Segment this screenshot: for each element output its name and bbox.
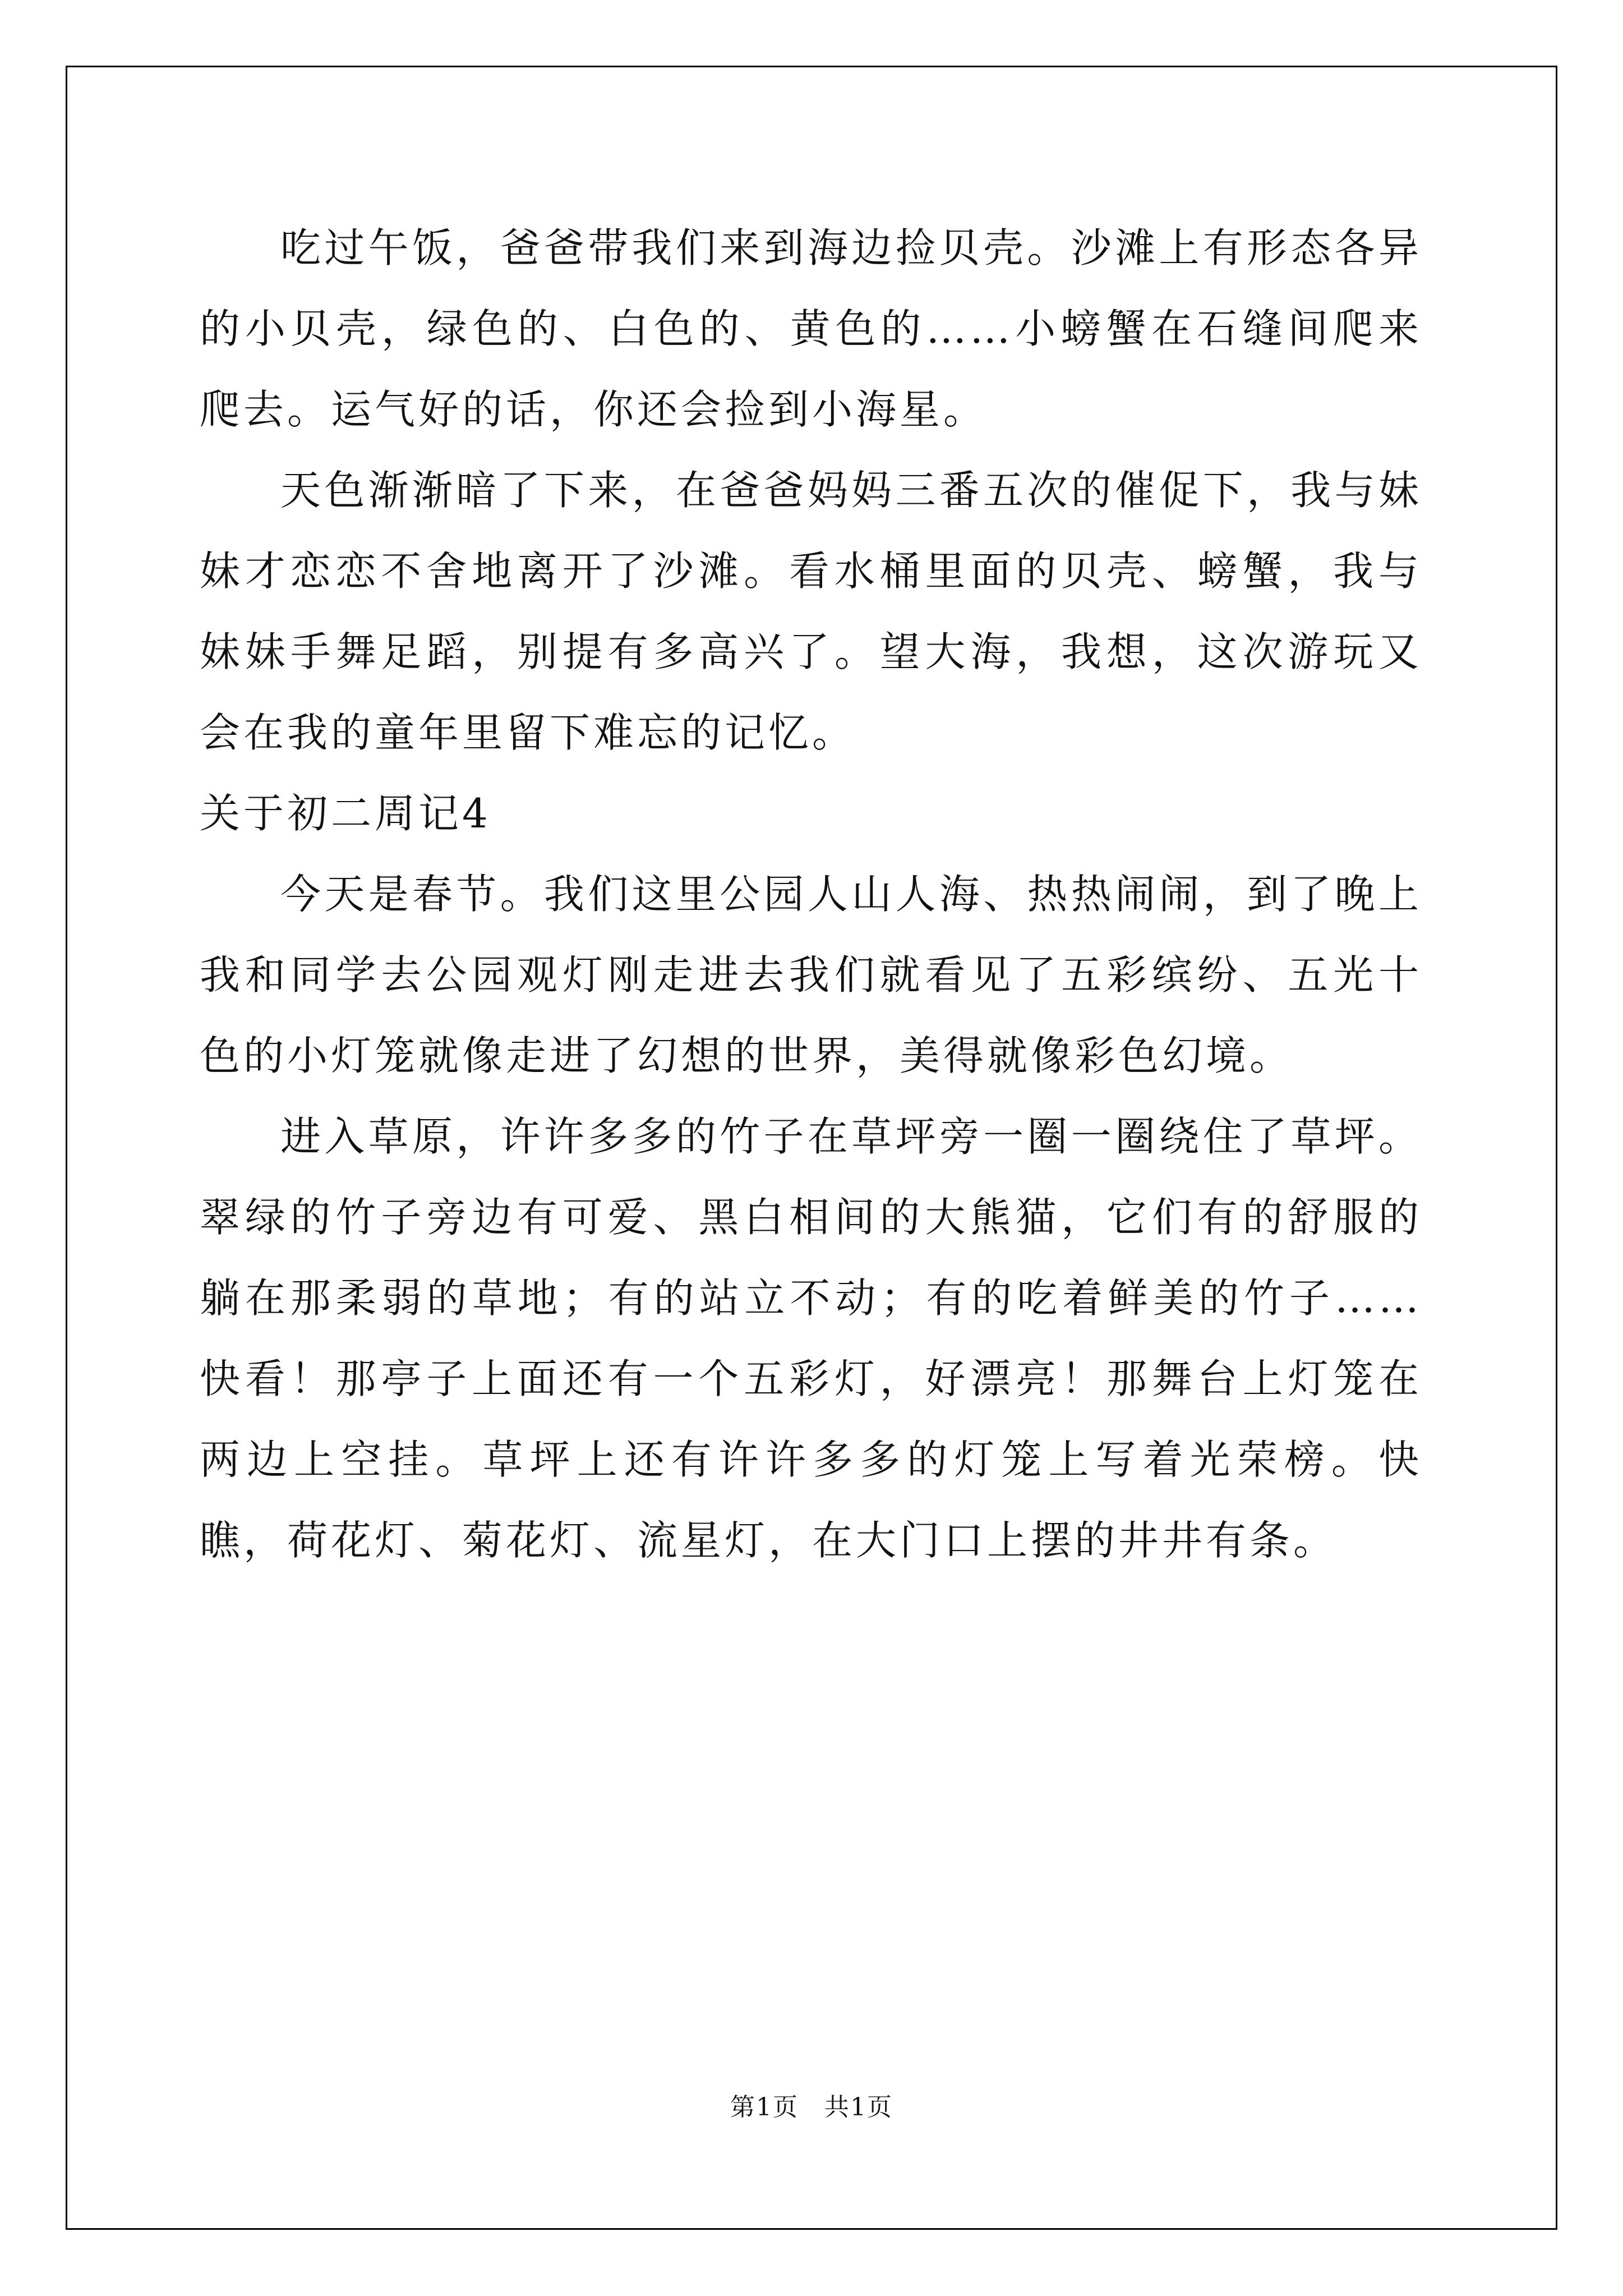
section-heading: 关于初二周记4 [200, 790, 491, 837]
page-number: 第1页 共1页 [730, 2093, 893, 2122]
paragraph-spring-festival: 今天是春节。我们这里公园人山人海、热热闹闹，到了晚上我和同学去公园观灯刚走进去我们就看见了五彩缤纷、五光十色的小灯笼就像走进了幻想的世界，美得就像彩色幻境。 [200, 871, 1422, 1079]
paragraph-grassland-lanterns: 进入草原，许许多多的竹子在草坪旁一圈一圈绕住了草坪。翠绿的竹子旁边有可爱、黑白相间的大熊猫，它们有的舒服的躺在那柔弱的草地；有的站立不动；有的吃着鲜美的竹子……快看！那亭子上面还有一个五彩灯，好漂亮！那舞台上灯笼在两边上空挂。草坪上还有许许多多的灯笼上写着光荣榜。快瞧，荷花灯、菊花灯、流星灯，在大门口上摆的井井有条。 [200, 1113, 1422, 1564]
paragraph-shells: 吃过午饭，爸爸带我们来到海边捡贝壳。沙滩上有形态各异的小贝壳，绿色的、白色的、黄色的……小螃蟹在石缝间爬来爬去。运气好的话，你还会捡到小海星。 [200, 224, 1422, 433]
document-body [200, 208, 1422, 1581]
paragraph-dusk: 天色渐渐暗了下来，在爸爸妈妈三番五次的催促下，我与妹妹才恋恋不舍地离开了沙滩。看水桶里面的贝壳、螃蟹，我与妹妹手舞足蹈，别提有多高兴了。望大海，我想，这次游玩又会在我的童年里留下难忘的记忆。 [200, 467, 1422, 756]
